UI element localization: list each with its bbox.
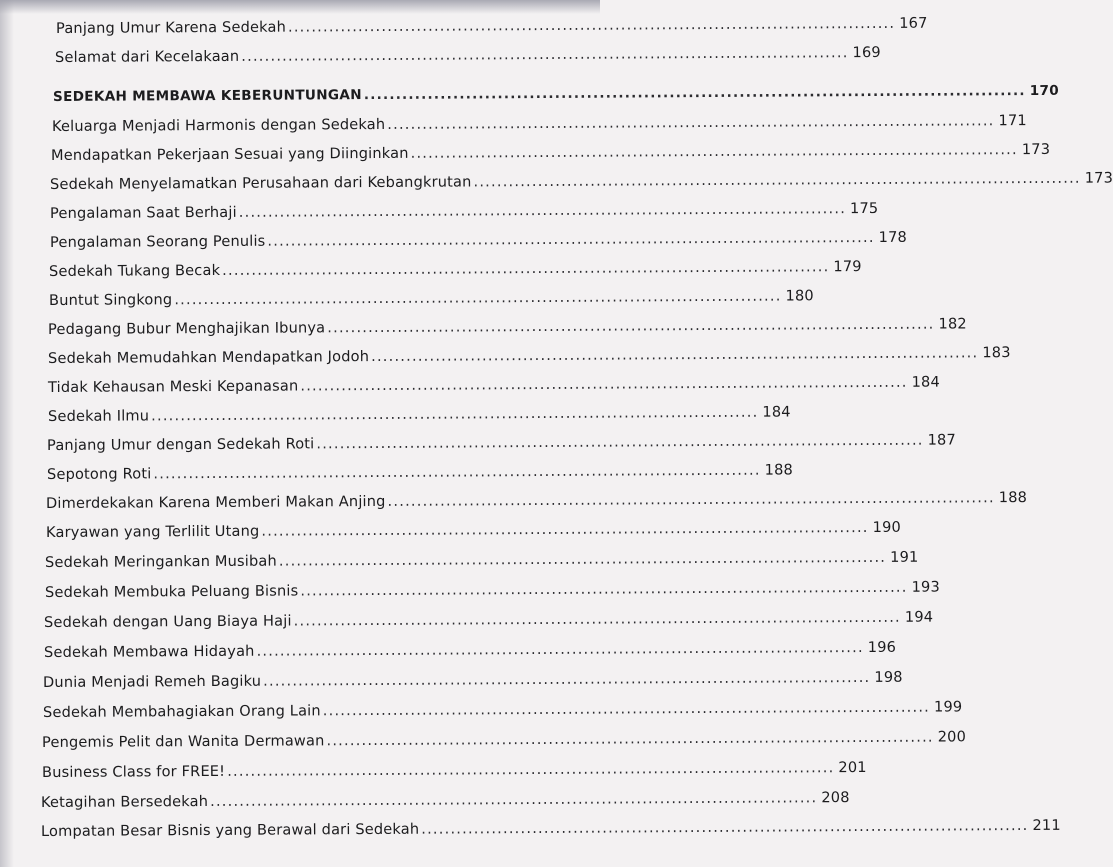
toc-entry [40,816,1061,840]
toc-entry-page: 201 [838,758,867,777]
toc-entry [45,518,901,541]
toc-entry-page: 167 [899,14,928,32]
toc-entry-title: Sedekah Menyelamatkan Perusahaan dari Kebangkrutan [49,173,472,193]
toc-entry-title: Sepotong Roti [46,465,152,483]
toc-entry-page: 188 [764,461,793,479]
toc-entry-title: Panjang Umur Karena Sedekah [55,18,287,37]
toc-entry-title: Sedekah Membahagiakan Orang Lain [42,702,321,721]
toc-entry-title: Sedekah Membuka Peluang Bisnis [44,582,299,601]
toc-entry-page: 184 [762,403,791,421]
toc-leader-dots: ........................................................................................................ [316,431,924,453]
toc-entry-page: 171 [998,112,1027,130]
toc-leader-dots: ........................................................................................................ [227,759,835,780]
toc-entry [54,43,881,66]
toc-leader-dots: ........................................................................................................ [327,315,935,337]
toc-entry [51,112,1027,135]
toc-entry-page: 198 [874,668,903,686]
toc-entry-page: 200 [937,728,967,746]
toc-leader-dots: ........................................................................................................ [363,83,1026,104]
toc-entry-title: Sedekah Meringankan Musibah [44,552,277,571]
toc-entry [43,638,897,661]
toc-entry-page: 199 [933,698,963,716]
toc-entry-page: 211 [1032,816,1061,834]
toc-entry-title: Dunia Menjadi Remeh Bagiku [42,672,262,691]
toc-leader-dots: ........................................................................................................ [210,789,818,810]
toc-entry-title: Dimerdekakan Karena Memberi Makan Anjing [45,492,386,512]
toc-entry-title: Sedekah Ilmu [47,407,150,425]
toc-leader-dots: ........................................................................................................ [410,141,1018,162]
toc-entry [44,548,919,571]
toc-leader-dots: ........................................................................................................ [300,578,908,600]
toc-leader-dots: ........................................................................................................ [387,489,995,510]
toc-entry-title: SEDEKAH MEMBAWA KEBERUNTUNGAN [52,87,362,105]
toc-entry-page: 193 [911,578,940,596]
toc-entry-title: Ketagihan Bersedekah [40,792,209,811]
toc-entry-page: 188 [998,489,1028,507]
toc-entry [47,344,1011,367]
toc-entry [45,489,1028,512]
toc-entry-title: Lompatan Besar Bisnis yang Berawal dari Sedekah [40,820,420,840]
toc-entry-page: 190 [872,518,901,536]
toc-entry [49,169,1113,193]
toc-leader-dots: ........................................................................................................ [421,816,1029,838]
toc-entry-title: Sedekah Tukang Becak [48,261,221,280]
toc-entry-page: 187 [927,431,956,449]
toc-entry-page: 191 [890,548,919,566]
toc-entry-title: Sedekah Memudahkan Mendapatkan Jodoh [47,348,370,367]
toc-leader-dots: ........................................................................................................ [222,258,830,279]
toc-entry [41,758,867,781]
toc-entry-page: 196 [867,638,897,656]
toc-entry [42,668,903,691]
toc-leader-dots: ........................................................................................................ [261,518,869,540]
toc-entry-page: 173 [1021,140,1051,159]
toc-leader-dots: ........................................................................................................ [371,344,979,366]
toc-entry-title: Keluarga Menjadi Harmonis dengan Sedekah [51,115,386,135]
toc-entry-title: Selamat dari Kecelakaan [54,47,240,66]
toc-entry-title: Tidak Kehausan Meski Kepanasan [47,377,299,396]
toc-entry-page: 180 [785,287,814,305]
toc-entry-page: 169 [852,43,881,62]
toc-entry-title: Sedekah Membawa Hidayah [43,642,255,661]
toc-leader-dots: ........................................................................................................ [287,14,896,36]
toc-entry [46,461,793,483]
toc-entry-page: 183 [982,344,1011,362]
toc-leader-dots: ........................................................................................................ [238,200,847,221]
toc-entry-title: Pengalaman Saat Berhaji [49,203,237,222]
toc-entry-page: 179 [833,258,862,276]
toc-entry [46,431,956,454]
toc-entry-title: Karyawan yang Terlilit Utang [45,522,260,541]
toc-entry-title: Sedekah dengan Uang Biaya Haji [43,612,292,631]
toc-entry [43,608,934,631]
toc-entry [47,315,967,338]
toc-entry-title: Panjang Umur dengan Sedekah Roti [46,435,315,454]
toc-entry-title: Pedagang Bubur Menghajikan Ibunya [47,319,326,338]
toc-entry [55,14,928,37]
toc-leader-dots: ........................................................................................................ [322,698,931,720]
toc-leader-dots: ........................................................................................................ [241,44,849,65]
toc-entry [47,373,940,396]
toc-leader-dots: ........................................................................................................ [151,403,759,425]
toc-entry-page: 175 [849,199,879,218]
toc-entry-page: 173 [1084,169,1113,187]
toc-entry [42,698,963,721]
toc-entry-page: 184 [911,373,940,391]
toc-entry-title: Business Class for FREE! [41,762,226,781]
toc-entry-page: 208 [821,789,850,807]
toc-entry-title: Pengemis Pelit dan Wanita Dermawan [41,732,325,751]
toc-entry-title: Pengalaman Seorang Penulis [49,232,266,251]
toc-entry-page: 194 [904,608,934,626]
toc-leader-dots: ........................................................................................................ [267,228,875,250]
toc-entry [41,728,967,751]
toc-leader-dots: ........................................................................................................ [326,728,934,750]
toc-entry-page: 182 [938,315,967,333]
toc-section-heading [52,82,1060,105]
toc-entry [47,403,791,425]
toc-leader-dots: ........................................................................................................ [174,287,782,309]
toc-entry-title: Buntut Singkong [48,291,173,309]
toc-entry-title: Mendapatkan Pekerjaan Sesuai yang Diinginkan [50,144,409,164]
toc-leader-dots: ........................................................................................................ [278,548,887,570]
toc-leader-dots: ........................................................................................................ [300,373,908,395]
toc-entry [48,258,862,280]
toc-leader-dots: ........................................................................................................ [153,461,761,483]
toc-leader-dots: ........................................................................................................ [473,169,1081,191]
toc-leader-dots: ........................................................................................................ [263,668,871,690]
toc-leader-dots: ........................................................................................................ [387,112,995,133]
toc-entry [49,199,879,222]
toc-entry-page: 178 [878,228,908,246]
toc-leader-dots: ........................................................................................................ [293,608,901,630]
toc-entry [49,228,908,251]
toc-entry [40,789,850,811]
toc-leader-dots: ........................................................................................................ [256,638,864,660]
toc-entry [48,287,814,309]
toc-entry [44,578,940,601]
toc-entry [50,140,1051,164]
toc-entry-page: 170 [1029,82,1060,100]
